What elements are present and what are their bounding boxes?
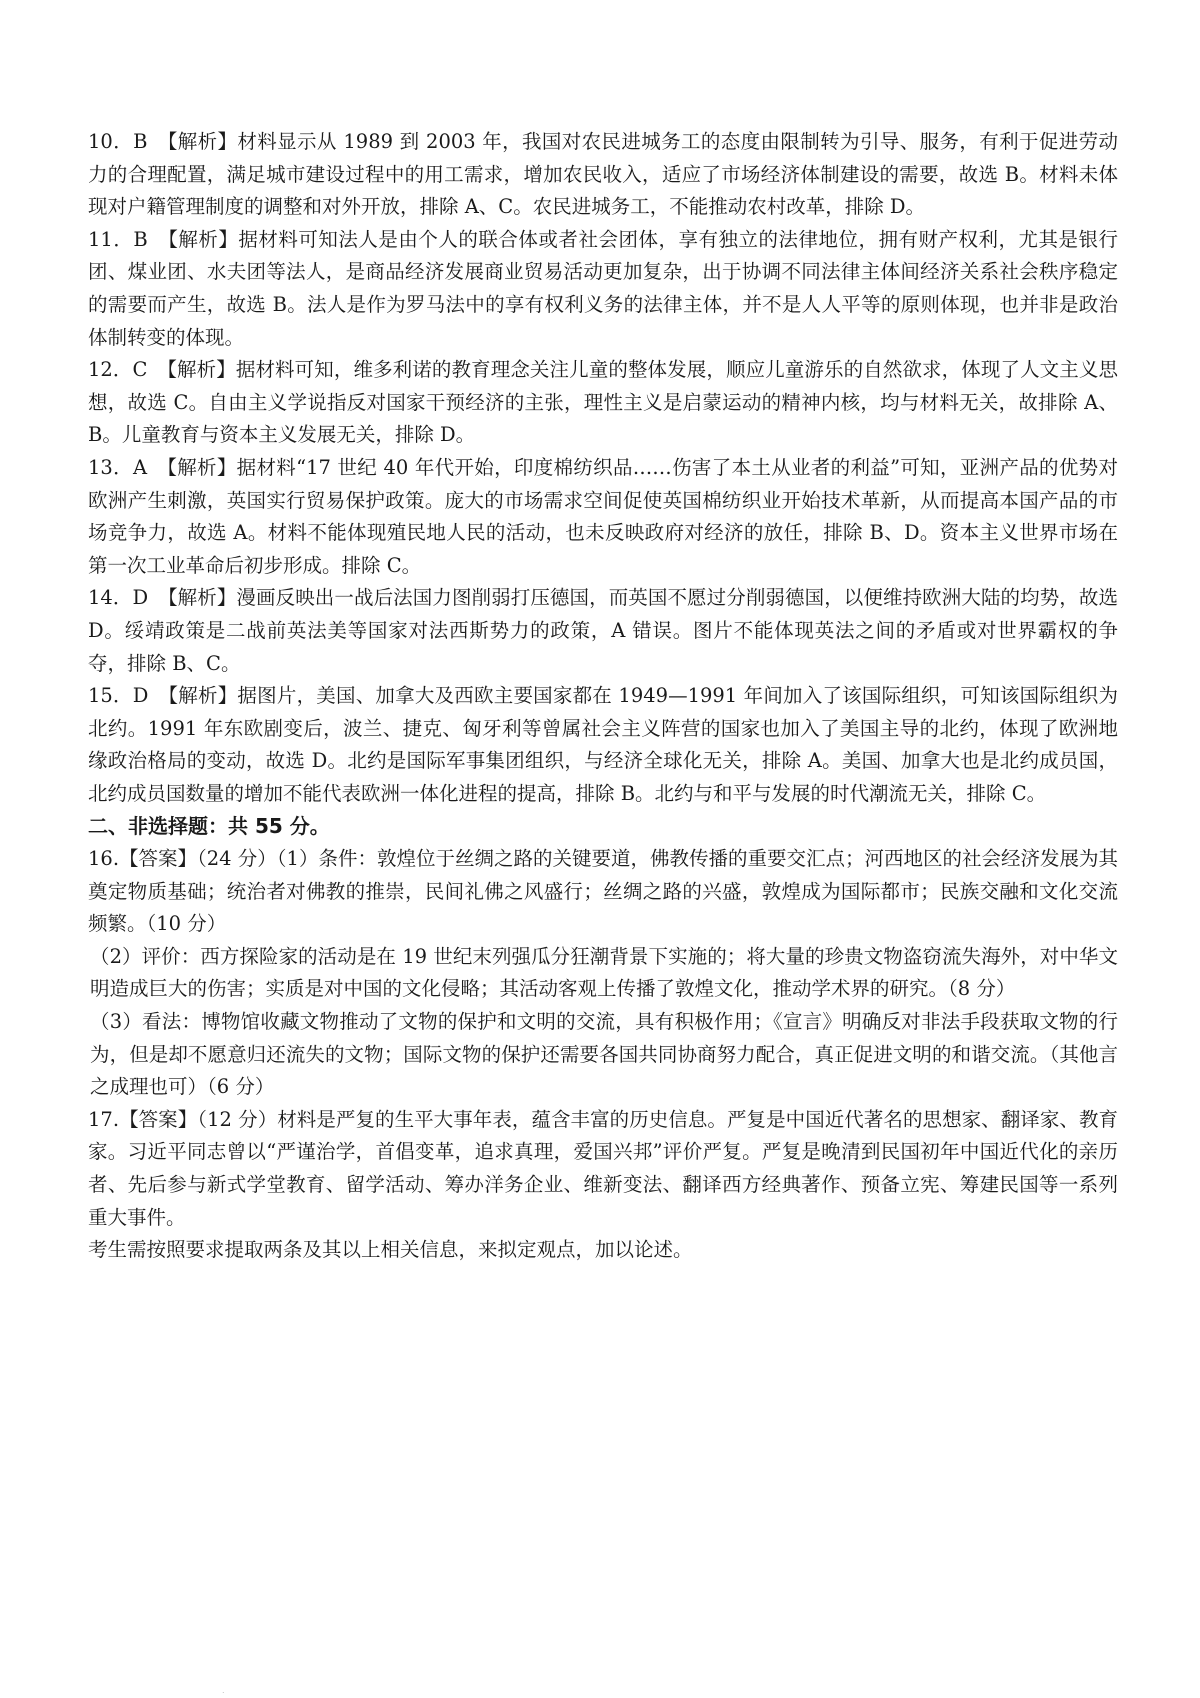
answer-q12: 12．C 【解析】据材料可知，维多利诺的教育理念关注儿童的整体发展，顺应儿童游乐的自然欲求，体现了人文主义思想，故选 C。自由主义学说指反对国家干预经济的主张，理性主义是启蒙运动的精神内核，均与材料无关，故排除 A、B。儿童教育与资本主义发展无关，排除 D。	[88, 358, 1118, 447]
answer-q10: 10．B 【解析】材料显示从 1989 到 2003 年，我国对农民进城务工的态度由限制转为引导、服务，有利于促进劳动力的合理配置，满足城市建设过程中的用工需求，增加农民收入，适应了市场经济体制建设的需要，故选 B。材料未体现对户籍管理制度的调整和对外开放，排除 A、C。农民进城务工，不能推动农村改革，排除 D。	[88, 130, 1118, 219]
answer-q16-part3: （3）看法：博物馆收藏文物推动了文物的保护和文明的交流，具有积极作用；《宣言》明确反对非法手段获取文物的行为，但是却不愿意归还流失的文物；国际文物的保护还需要各国共同协商努力配合，真正促进文明的和谐交流。（其他言之成理也可）（6 分）	[90, 1010, 1118, 1099]
answer-q15: 15．D 【解析】据图片，美国、加拿大及西欧主要国家都在 1949—1991 年间加入了该国际组织，可知该国际组织为北约。1991 年东欧剧变后，波兰、捷克、匈牙利等曾属社会主义阵营的国家也加入了美国主导的北约，体现了欧洲地缘政治格局的变动，故选 D。北约是国际军事集团组织，与经济全球化无关，排除 A。美国、加拿大也是北约成员国，北约成员国数量的增加不能代表欧洲一体化进程的提高，排除 B。北约与和平与发展的时代潮流无关，排除 C。	[88, 684, 1118, 805]
section-heading: 二、非选择题：共 55 分。	[88, 814, 330, 839]
answer-q17-part2: 考生需按照要求提取两条及其以上相关信息，来拟定观点，加以论述。	[88, 1238, 693, 1262]
answer-sheet	[88, 126, 1118, 1267]
answer-q11: 11．B 【解析】据材料可知法人是由个人的联合体或者社会团体，享有独立的法律地位，拥有财产权利，尤其是银行团、煤业团、水夫团等法人，是商品经济发展商业贸易活动更加复杂，出于协调不同法律主体间经济关系社会秩序稳定的需要而产生，故选 B。法人是作为罗马法中的享有权利义务的法律主体，并不是人人平等的原则体现，也并非是政治体制转变的体现。	[88, 227, 1118, 349]
answer-q17-part1: 17.【答案】（12 分）材料是严复的生平大事年表，蕴含丰富的历史信息。严复是中国近代著名的思想家、翻译家、教育家。习近平同志曾以“严谨治学，首倡变革，追求真理，爱国兴邦”评价严复。严复是晚清到民国初年中国近代化的亲历者、先后参与新式学堂教育、留学活动、筹办洋务企业、维新变法、翻译西方经典著作、预备立宪、筹建民国等一系列重大事件。	[88, 1107, 1118, 1229]
answer-q13: 13．A 【解析】据材料“17 世纪 40 年代开始，印度棉纺织品……伤害了本土从业者的利益”可知，亚洲产品的优势对欧洲产生刺激，英国实行贸易保护政策。庞大的市场需求空间促使英国棉纺织业开始技术革新，从而提高本国产品的市场竞争力，故选 A。材料不能体现殖民地人民的活动，也未反映政府对经济的放任，排除 B、D。资本主义世界市场在第一次工业革命后初步形成。排除 C。	[88, 455, 1118, 577]
answer-q14: 14．D 【解析】漫画反映出一战后法国力图削弱打压德国，而英国不愿过分削弱德国，以便维持欧洲大陆的均势，故选 D。绥靖政策是二战前英法美等国家对法西斯势力的政策，A 错误。图片不能体现英法之间的矛盾或对世界霸权的争夺，排除 B、C。	[88, 586, 1118, 675]
answer-q16-part2: （2）评价：西方探险家的活动是在 19 世纪末列强瓜分狂潮背景下实施的；将大量的珍贵文物盗窃流失海外，对中华文明造成巨大的伤害；实质是对中国的文化侵略；其活动客观上传播了敦煌文化，推动学术界的研究。（8 分）	[90, 944, 1118, 1001]
footer-mark: .	[222, 1686, 225, 1695]
answer-q16-part1: 16.【答案】（24 分）（1）条件：敦煌位于丝绸之路的关键要道，佛教传播的重要交汇点；河西地区的社会经济发展为其奠定物质基础；统治者对佛教的推崇，民间礼佛之风盛行；丝绸之路的兴盛，敦煌成为国际都市；民族交融和文化交流频繁。（10 分）	[88, 847, 1118, 936]
